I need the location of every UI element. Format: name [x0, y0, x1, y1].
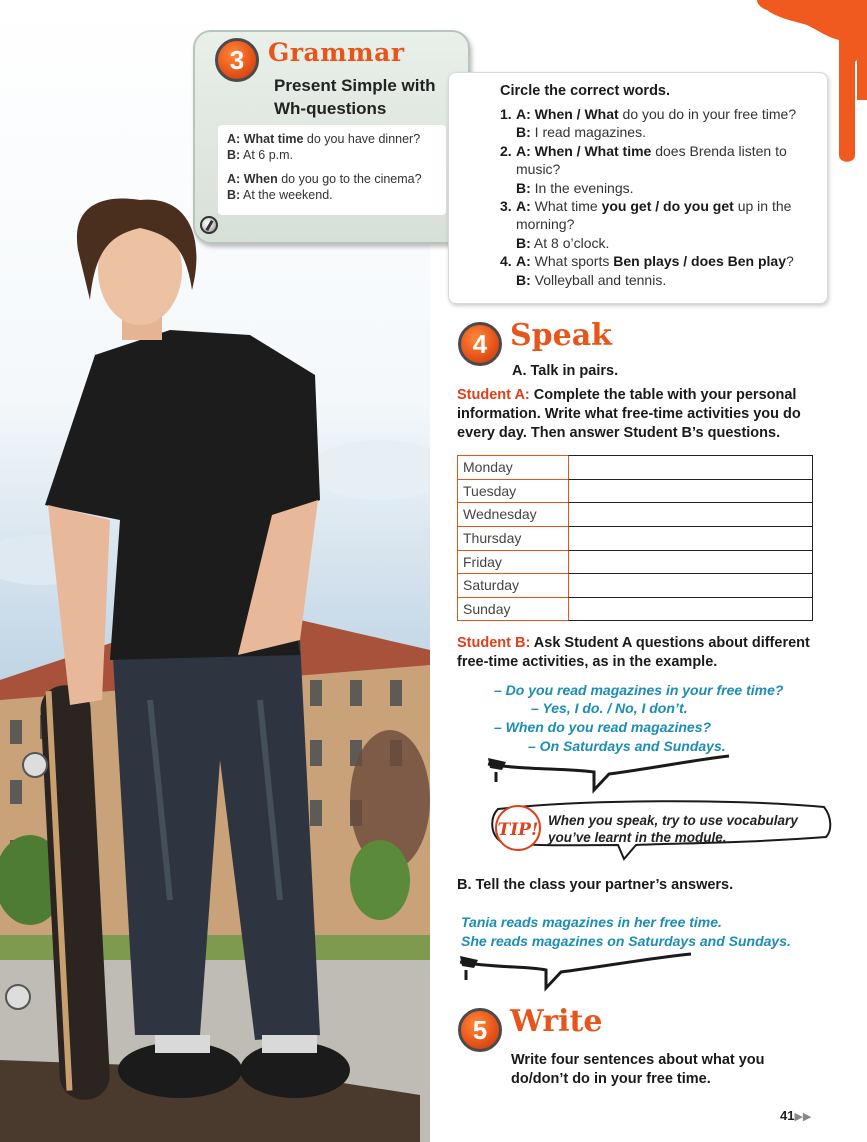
activity-cell[interactable] [568, 479, 813, 503]
activity-cell[interactable] [568, 526, 813, 550]
table-row: Thursday [457, 526, 813, 550]
grammar-examples [218, 125, 446, 215]
section-number-badge: 3 [215, 38, 259, 82]
page-number: 41▶▶ [780, 1108, 812, 1123]
dialog-line: – When do you read magazines? [494, 719, 712, 735]
exercise-item-3-question-cont: morning? [516, 216, 575, 232]
section-number-badge: 4 [458, 322, 502, 366]
free-time-table [457, 455, 813, 621]
write-title: Write [510, 1004, 603, 1039]
grammar-example: A: What time do you have dinner? B: At 6 p.m. [227, 132, 421, 162]
speak-part-a: A. Talk in pairs. [512, 363, 619, 379]
table-row: Sunday [457, 597, 813, 621]
exercise-item-3-answer: B: At 8 o’clock. [516, 235, 610, 251]
exercise-item-2-question-cont: music? [516, 161, 561, 177]
table-row: Monday [457, 455, 813, 479]
grammar-title: Grammar [268, 38, 405, 67]
dialog-line: – On Saturdays and Sundays. [528, 738, 726, 754]
dialog-line: – Do you read magazines in your free time? [494, 682, 784, 698]
speech-bubble-tail [484, 750, 734, 795]
exercise-item-1-answer: B: I read magazines. [516, 124, 646, 140]
speak-part-b: B. Tell the class your partner’s answers. [457, 877, 734, 893]
table-row: Wednesday [457, 502, 813, 526]
section-number-badge: 5 [458, 1008, 502, 1052]
next-page-icon: ▶▶ [794, 1111, 812, 1123]
tip-text: When you speak, try to use vocabulary you’ve learnt in the module. [548, 813, 798, 845]
write-instruction: Write four sentences about what you do/don’t do in your free time. [511, 1052, 765, 1087]
exercise-item-4-question[interactable]: 4. A: What sports Ben plays / does Ben play? [500, 253, 794, 269]
example-sentence: She reads magazines on Saturdays and Sundays. [461, 933, 791, 949]
student-a-instruction: Student A: Complete the table with your personal information. Write what free-time activities you do every day. Then answer Student B’s questions. [457, 387, 801, 441]
exercise-item-4-answer: B: Volleyball and tennis. [516, 272, 667, 288]
activity-cell[interactable] [568, 502, 813, 526]
dialog-line: – Yes, I do. / No, I don’t. [531, 700, 688, 716]
exercise-item-2-answer: B: In the evenings. [516, 180, 634, 196]
example-sentence: Tania reads magazines in her free time. [461, 914, 722, 930]
activity-cell[interactable] [568, 597, 813, 621]
activity-cell[interactable] [568, 550, 813, 574]
activity-cell[interactable] [568, 573, 813, 597]
grammar-subtitle: Present Simple with Wh-questions [274, 76, 436, 118]
table-row: Tuesday [457, 479, 813, 503]
speech-bubble-tail [456, 948, 696, 993]
grammar-example: A: When do you go to the cinema? B: At the weekend. [227, 172, 422, 202]
exercise-item-3-question[interactable]: 3. A: What time you get / do you get up in the [500, 198, 792, 214]
screw-icon [200, 216, 218, 234]
exercise-item-1-question[interactable]: 1. A: When / What do you do in your free time? [500, 106, 797, 122]
exercise-item-2-question[interactable]: 2. A: When / What time does Brenda listen to [500, 143, 787, 159]
table-row: Saturday [457, 573, 813, 597]
speak-title: Speak [510, 318, 612, 353]
student-b-instruction: Student B: Ask Student A questions about different free-time activities, as in the example. [457, 635, 810, 670]
exercise-instruction: Circle the correct words. [500, 83, 671, 99]
activity-cell[interactable] [568, 455, 813, 479]
tip-badge: TIP! [497, 820, 539, 840]
table-row: Friday [457, 550, 813, 574]
